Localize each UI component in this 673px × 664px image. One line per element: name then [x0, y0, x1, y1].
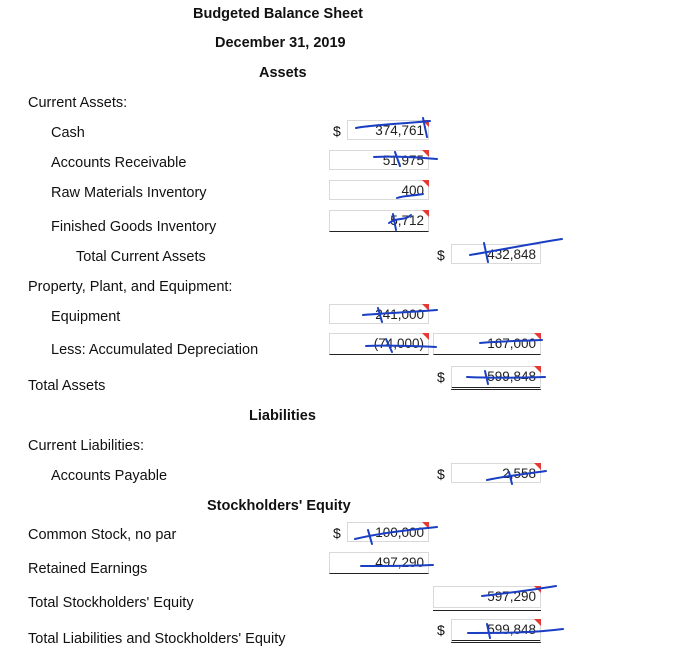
cash-input[interactable]	[347, 120, 429, 140]
total-liabilities-equity-label: Total Liabilities and Stockholders' Equity	[28, 631, 286, 647]
flag-icon	[422, 304, 429, 311]
retained-earnings-label: Retained Earnings	[28, 561, 148, 577]
total-assets-label: Total Assets	[28, 378, 106, 394]
total-equity-label: Total Stockholders' Equity	[28, 595, 194, 611]
flag-icon	[422, 522, 429, 529]
accounts-receivable-input[interactable]	[329, 150, 429, 170]
total-equity-input[interactable]	[433, 586, 541, 608]
equity-heading: Stockholders' Equity	[207, 498, 351, 514]
accounts-payable-label: Accounts Payable	[51, 468, 168, 484]
accounts-payable-currency: $	[437, 466, 445, 482]
flag-icon	[534, 463, 541, 470]
raw-materials-label: Raw Materials Inventory	[51, 185, 207, 201]
total-current-assets-label: Total Current Assets	[76, 249, 206, 265]
total-current-assets-currency: $	[437, 247, 445, 263]
current-assets-heading: Current Assets:	[28, 95, 128, 111]
accounts-receivable-label: Accounts Receivable	[51, 155, 187, 171]
flag-icon	[534, 586, 541, 593]
total-equity-value: 597,290	[487, 589, 536, 604]
liabilities-heading: Liabilities	[249, 408, 316, 424]
total-equity-rule	[433, 610, 541, 611]
accumulated-depreciation-value: (74,000)	[373, 336, 424, 351]
current-liabilities-heading: Current Liabilities:	[28, 438, 145, 454]
flag-icon	[422, 150, 429, 157]
cash-label: Cash	[51, 125, 85, 141]
common-stock-currency: $	[333, 525, 341, 541]
equipment-value: 241,000	[375, 307, 424, 322]
flag-icon	[534, 366, 541, 373]
total-current-assets-value: 432,848	[487, 247, 536, 262]
net-ppe-input[interactable]	[433, 333, 541, 355]
total-assets-currency: $	[437, 369, 445, 385]
equipment-label: Equipment	[51, 309, 121, 325]
accumulated-depreciation-label: Less: Accumulated Depreciation	[51, 342, 259, 358]
common-stock-value: 100,000	[375, 525, 424, 540]
accounts-payable-input[interactable]	[451, 463, 541, 483]
report-date: December 31, 2019	[215, 35, 346, 51]
net-ppe-value: 167,000	[487, 336, 536, 351]
retained-earnings-value: 497,290	[375, 555, 424, 570]
common-stock-input[interactable]	[347, 522, 429, 542]
flag-icon	[534, 619, 541, 626]
total-liabilities-equity-input[interactable]	[451, 619, 541, 643]
accumulated-depreciation-input[interactable]	[329, 333, 429, 355]
flag-icon	[422, 120, 429, 127]
retained-earnings-input[interactable]	[329, 552, 429, 574]
raw-materials-input[interactable]	[329, 180, 429, 200]
report-title: Budgeted Balance Sheet	[193, 6, 364, 22]
total-current-assets-input[interactable]	[451, 244, 541, 264]
total-assets-input[interactable]	[451, 366, 541, 390]
flag-icon	[422, 333, 429, 340]
finished-goods-value: 5,712	[390, 213, 424, 228]
cash-currency: $	[333, 123, 341, 139]
total-liabilities-equity-value: 599,848	[487, 622, 536, 637]
flag-icon	[422, 210, 429, 217]
accounts-payable-value: 2,558	[502, 466, 536, 481]
finished-goods-label: Finished Goods Inventory	[51, 219, 217, 235]
total-assets-value: 599,848	[487, 369, 536, 384]
accounts-receivable-value: 51,975	[382, 153, 424, 168]
common-stock-label: Common Stock, no par	[28, 527, 177, 543]
cash-value: 374,761	[375, 123, 424, 138]
assets-heading: Assets	[259, 65, 307, 81]
raw-materials-value: 400	[401, 183, 424, 198]
finished-goods-input[interactable]	[329, 210, 429, 232]
flag-icon	[534, 333, 541, 340]
total-liabilities-equity-currency: $	[437, 622, 445, 638]
equipment-input[interactable]	[329, 304, 429, 324]
flag-icon	[422, 180, 429, 187]
ppe-heading: Property, Plant, and Equipment:	[28, 279, 233, 295]
